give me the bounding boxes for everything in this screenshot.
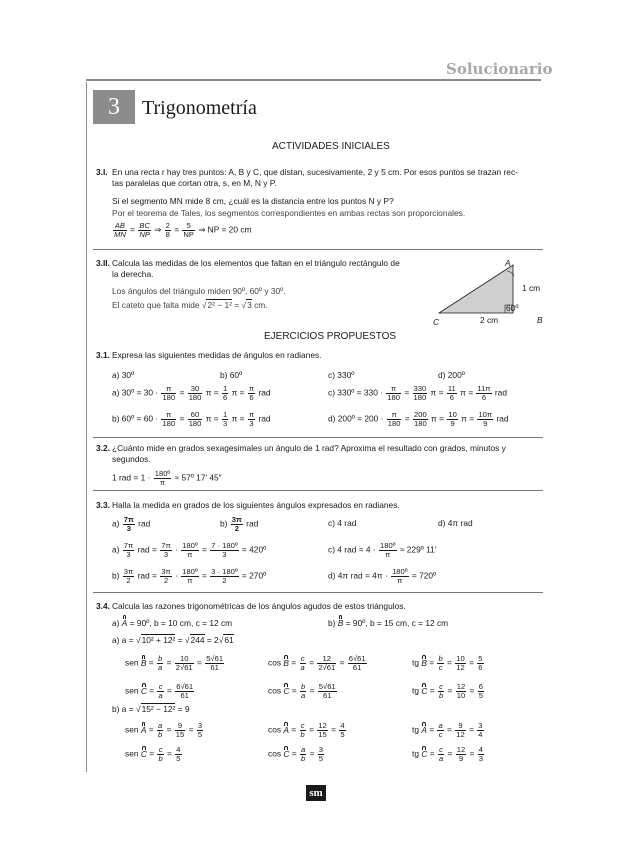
frac: $\frac{5√61}{61}$ <box>318 682 336 700</box>
chapter-title: Trigonometría <box>142 97 257 119</box>
frac: $\frac{a}{b}$ <box>301 745 306 763</box>
e31-text: Expresa las siguientes medidas de ángulos en radianes. <box>112 350 322 360</box>
frac: $\frac{\text{3 · 180º}}{2}$ <box>211 567 238 585</box>
e34-a-side: a) a = √10² + 12² = √244 = 2√61 <box>112 635 234 645</box>
frac: $\frac{b}{a}$ <box>158 654 163 672</box>
a31-question: Si el segmento MN mide 8 cm, ¿cuál es la distancia entre los puntos N y P? <box>112 196 394 206</box>
frac: $\frac{\text{180º}}{\pi}$ <box>392 567 408 585</box>
frac: $\frac{\text{180º}}{\pi}$ <box>182 541 198 559</box>
e34-a-tg-c: tg C = $\frac{c}{b}$ = $\frac{12}{10}$ = $\frac{6}{5}$ <box>412 682 483 700</box>
triangle-vertex-c: C <box>433 317 440 327</box>
frac: $\frac{11}{6}$ <box>447 384 456 402</box>
publisher-logo <box>306 785 326 801</box>
frac: $\frac{a}{b}$ <box>158 721 163 739</box>
frac: $\frac{330}{180}$ <box>413 384 427 402</box>
separator <box>93 437 543 438</box>
frac: $\frac{3}{4}$ <box>478 721 483 739</box>
chapter-number: 3 <box>108 94 120 120</box>
frac: $\frac{c}{a}$ <box>158 682 163 700</box>
e33-item-a: a) $\frac{7\pi}{3}$ rad <box>112 515 151 533</box>
frac: $\frac{12}{15}$ <box>318 721 327 739</box>
e31-item-a: a) 30º <box>112 370 135 380</box>
e34-b-sen-a: sen A = $\frac{a}{b}$ = $\frac{9}{15}$ = $\frac{3}{5}$ <box>125 721 203 739</box>
e31-solution-b: b) 60º = 60 · $\frac{\pi}{180}$ = $\frac{60}{180}$ π = $\frac{1}{3}$ π = $\frac{\pi}{3}$ rad <box>112 410 271 428</box>
frac: $\frac{12}{10}$ <box>456 682 466 700</box>
header-line <box>86 79 541 81</box>
e34-b-cos-a: cos A = $\frac{c}{b}$ = $\frac{12}{15}$ = $\frac{4}{5}$ <box>268 721 345 739</box>
e34-b-side: b) a = √15² − 12² = 9 <box>112 704 190 714</box>
frac: $\frac{6√61}{61}$ <box>348 654 366 672</box>
frac: $\frac{\pi}{6}$ <box>248 384 255 402</box>
a32-answer1: Los ángulos del triángulo miden 90º, 60º y 30º. <box>112 286 286 296</box>
frac: $\frac{7\pi}{3}$ <box>161 541 171 559</box>
frac: $\frac{9}{12}$ <box>456 721 465 739</box>
e34-question-a: a) A = 90º, b = 10 cm, c = 12 cm <box>112 618 233 628</box>
e34-text: Calcula las razones trigonométricas de los ángulos agudos de estos triángulos. <box>112 601 406 611</box>
frac: $\frac{\pi}{180}$ <box>162 410 176 428</box>
frac: $\frac{6√61}{61}$ <box>176 682 194 700</box>
margin-rule <box>86 82 87 772</box>
frac: $\frac{4}{3}$ <box>478 745 483 763</box>
frac: $\frac{\text{180º}}{\pi}$ <box>182 567 198 585</box>
a32-line1: Calcula las medidas de los elementos que faltan en el triángulo rectángulo de <box>112 258 400 268</box>
frac: $\frac{2}{8}$ <box>165 221 170 239</box>
frac: $\frac{\pi}{180}$ <box>387 384 400 402</box>
e33-item-b: b) $\frac{3\pi}{2}$ rad <box>220 515 259 533</box>
e31-item-c: c) 330º <box>328 370 355 380</box>
frac: $\frac{c}{b}$ <box>438 682 444 700</box>
section-title-iniciales: ACTIVIDADES INICIALES <box>272 141 390 152</box>
frac: $\frac{3\pi}{2}$ <box>123 567 134 585</box>
frac: $\frac{6}{5}$ <box>478 682 483 700</box>
frac: $\frac{c}{a}$ <box>438 745 444 763</box>
e34-b-tg-c: tg C = $\frac{c}{a}$ = $\frac{12}{9}$ = $\frac{4}{3}$ <box>412 745 483 763</box>
frac: $\frac{5}{NP}$ <box>183 221 194 239</box>
e34-a-tg-b: tg B = $\frac{b}{c}$ = $\frac{10}{12}$ = $\frac{5}{6}$ <box>412 654 483 672</box>
frac: $\frac{60}{180}$ <box>188 410 202 428</box>
frac: $\frac{7\pi}{3}$ <box>123 541 134 559</box>
frac: $\frac{c}{b}$ <box>300 721 305 739</box>
a32-number: 3.II. <box>96 258 110 268</box>
frac: $\frac{1}{3}$ <box>223 410 228 428</box>
triangle-angle: 60º <box>506 303 519 313</box>
frac: $\frac{12}{2√61}$ <box>318 654 336 672</box>
frac: $\frac{3\pi}{2}$ <box>231 515 242 533</box>
e33-solution-b: b) $\frac{3\pi}{2}$ rad = $\frac{3\pi}{2}$ · $\frac{\text{180º}}{\pi}$ = $\frac{\text{3 · 180º}}{2}$ = 270º <box>112 567 267 585</box>
publisher-logo-text: sm <box>309 787 323 799</box>
frac: $\frac{\pi}{180}$ <box>387 410 401 428</box>
separator <box>93 249 543 250</box>
e33-number: 3.3. <box>96 500 110 510</box>
frac: $\frac{c}{b}$ <box>158 745 163 763</box>
e34-number: 3.4. <box>96 601 110 611</box>
e34-a-sen-b: sen B = $\frac{b}{a}$ = $\frac{10}{2√61}$ = $\frac{5√61}{61}$ <box>125 654 224 672</box>
frac: $\frac{9}{15}$ <box>175 721 185 739</box>
frac: $\frac{3\pi}{2}$ <box>161 567 171 585</box>
frac: $\frac{11\pi}{6}$ <box>477 384 491 402</box>
e33-text: Halla la medida en grados de los siguientes ángulos expresados en radianes. <box>112 500 400 510</box>
a31-answer: Por el teorema de Tales, los segmentos correspondientes en ambas rectas son proporcionales. <box>112 208 466 218</box>
a32-answer2: El cateto que falta mide √2² − 1² = √3 cm. <box>112 300 268 310</box>
triangle-side-base: 2 cm <box>480 315 499 325</box>
frac: $\frac{200}{180}$ <box>414 410 427 428</box>
e31-solution-a: a) 30º = 30 · $\frac{\pi}{180}$ = $\frac{30}{180}$ π = $\frac{1}{6}$ π = $\frac{\pi}{6}$ rad <box>112 384 271 402</box>
e32-number: 3.2. <box>96 443 110 453</box>
e31-solution-c: c) 330º = 330 · $\frac{\pi}{180}$ = $\frac{330}{180}$ π = $\frac{11}{6}$ π = $\frac{11\pi}{6}$ rad <box>328 384 507 402</box>
separator <box>93 490 543 491</box>
frac: $\frac{10\pi}{9}$ <box>478 410 493 428</box>
e33-solution-c: c) 4 rad = 4 · $\frac{\text{180º}}{\pi}$ ≈ 229º 11′ <box>328 541 437 559</box>
e34-question-b: b) B = 90º, b = 15 cm, c = 12 cm <box>328 618 449 628</box>
e31-item-b: b) 60º <box>220 370 243 380</box>
frac: $\frac{12}{9}$ <box>456 745 466 763</box>
e34-a-sen-c: sen C = $\frac{c}{a}$ = $\frac{6√61}{61}$ <box>125 682 194 700</box>
frac: $\frac{30}{180}$ <box>188 384 202 402</box>
frac: $\frac{5√61}{61}$ <box>206 654 224 672</box>
e34-b-sen-c: sen C = $\frac{c}{b}$ = $\frac{4}{5}$ <box>125 745 181 763</box>
a32-line2: la derecha. <box>112 269 154 279</box>
frac: $\frac{4}{5}$ <box>340 721 345 739</box>
a31-line2: tas paralelas que cortan otra, s, en M, N y P. <box>112 178 277 188</box>
frac: $\frac{3}{5}$ <box>318 745 324 763</box>
a31-line1: En una recta r hay tres puntos: A, B y C, que distan, sucesivamente, 2 y 5 cm. Por esos puntos se trazan rec- <box>112 167 518 177</box>
section-title-propuestos: EJERCICIOS PROPUESTOS <box>264 331 397 342</box>
e32-line2: segundos. <box>112 454 151 464</box>
chapter-number-box <box>93 90 135 124</box>
solucionario-label: Solucionario <box>446 60 553 78</box>
frac: $\frac{b}{c}$ <box>438 654 443 672</box>
frac: $\frac{7\pi}{3}$ <box>123 515 134 533</box>
triangle-shape <box>439 265 513 313</box>
e34-a-cos-b: cos B = $\frac{c}{a}$ = $\frac{12}{2√61}$ = $\frac{6√61}{61}$ <box>268 654 366 672</box>
frac: $\frac{4}{5}$ <box>176 745 181 763</box>
frac: $\frac{\pi}{180}$ <box>162 384 176 402</box>
a31-number: 3.I. <box>96 167 108 177</box>
e33-solution-d: d) 4π rad = 4π · $\frac{\text{180º}}{\pi}$ = 720º <box>328 567 437 585</box>
e33-item-c: c) 4 rad <box>328 518 357 528</box>
e34-b-tg-a: tg A = $\frac{a}{c}$ = $\frac{9}{12}$ = $\frac{3}{4}$ <box>412 721 483 739</box>
frac: $\frac{\text{180º}}{\pi}$ <box>154 469 171 487</box>
frac: $\frac{b}{a}$ <box>301 682 306 700</box>
triangle-vertex-b: B <box>537 315 543 325</box>
e31-solution-d: d) 200º = 200 · $\frac{\pi}{180}$ = $\frac{200}{180}$ π = $\frac{10}{9}$ π = $\frac{10\pi}{9}$ rad <box>328 410 509 428</box>
frac: $\frac{a}{c}$ <box>438 721 443 739</box>
separator <box>93 592 543 593</box>
frac: $\frac{\text{180º}}{\pi}$ <box>380 541 396 559</box>
frac: $\frac{1}{6}$ <box>223 384 228 402</box>
e34-a-cos-c: cos C = $\frac{b}{a}$ = $\frac{5√61}{61}$ <box>268 682 336 700</box>
e32-line1: ¿Cuánto mide en grados sexagesimales un ángulo de 1 rad? Aproxima el resultado con grados, minutos y <box>112 443 506 453</box>
e32-solution: 1 rad = 1 · $\frac{\text{180º}}{\pi}$ ≈ 57º 17′ 45″ <box>112 469 222 487</box>
a31-equation: $\frac{AB}{MN}$ = $\frac{BC}{NP}$ ⇒ $\frac{2}{8}$ = $\frac{5}{NP}$ ⇒ NP = 20 cm <box>114 221 252 239</box>
e33-item-d: d) 4π rad <box>438 518 473 528</box>
frac: $\frac{10}{2√61}$ <box>175 654 193 672</box>
e34-b-cos-c: cos C = $\frac{a}{b}$ = $\frac{3}{5}$ <box>268 745 324 763</box>
frac: $\frac{\text{7 · 180º}}{3}$ <box>211 541 238 559</box>
e33-solution-a: a) $\frac{7\pi}{3}$ rad = $\frac{7\pi}{3}$ · $\frac{\text{180º}}{\pi}$ = $\frac{\text{7 · 180º}}{3}$ = 420º <box>112 541 267 559</box>
frac: $\frac{5}{6}$ <box>478 654 483 672</box>
frac: $\frac{c}{a}$ <box>300 654 305 672</box>
triangle-vertex-a: A <box>505 258 511 268</box>
frac: $\frac{10}{12}$ <box>456 654 465 672</box>
frac: $\frac{3}{5}$ <box>197 721 203 739</box>
e31-item-d: d) 200º <box>438 370 465 380</box>
frac: $\frac{BC}{NP}$ <box>139 221 150 239</box>
e31-number: 3.1. <box>96 350 110 360</box>
frac: $\frac{\pi}{3}$ <box>248 410 255 428</box>
triangle-side-vertical: 1 cm <box>522 283 541 293</box>
frac: $\frac{10}{9}$ <box>448 410 457 428</box>
frac: $\frac{AB}{MN}$ <box>114 221 126 239</box>
